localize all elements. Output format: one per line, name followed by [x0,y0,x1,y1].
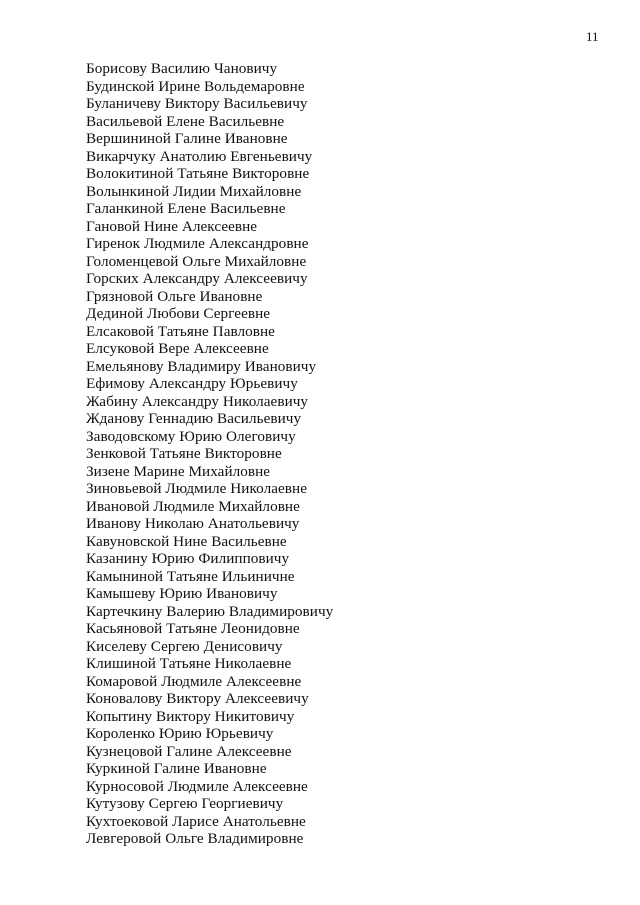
name-entry: Комаровой Людмиле Алексеевне [86,672,302,690]
name-entry: Галанкиной Елене Васильевне [86,200,286,217]
name-entry: Васильевой Елене Васильевне [86,112,285,130]
name-entry: Курносовой Людмиле Алексеевне [86,777,308,795]
name-entry: Викарчуку Анатолию Евгеньевичу [86,147,313,165]
name-entry: Коновалову Виктору Алексеевичу [86,690,309,707]
name-entry: Камыниной Татьяне Ильиничне [86,567,295,585]
name-entry: Картечкину Валерию Владимировичу [86,602,334,620]
name-entry: Вершининой Галине Ивановне [86,130,288,147]
name-entry: Дединой Любови Сергеевне [86,305,271,322]
name-entry: Кутузову Сергею Георгиевичу [86,795,284,812]
name-entry: Елсуковой Вере Алексеевне [86,340,269,357]
name-entry: Короленко Юрию Юрьевичу [86,725,274,742]
name-entry: Гановой Нине Алексеевне [86,217,258,235]
name-entry: Горских Александру Алексеевичу [86,270,308,287]
name-entry: Кузнецовой Галине Алексеевне [86,742,292,760]
name-entry: Жданову Геннадию Васильевичу [86,410,302,427]
name-entry: Камышеву Юрию Ивановичу [86,585,278,602]
name-entry: Кухтоековой Ларисе Анатольевне [86,812,306,830]
name-entry: Гиренок Людмиле Александровне [86,235,309,252]
name-entry: Зиновьевой Людмиле Николаевне [86,480,307,497]
name-entry: Ефимову Александру Юрьевичу [86,375,298,392]
name-entry: Волынкиной Лидии Михайловне [86,182,302,200]
page-number: 11 [586,29,599,44]
name-entry: Касьяновой Татьяне Леонидовне [86,620,300,637]
name-entry: Копытину Виктору Никитовичу [86,707,295,725]
name-entry: Ивановой Людмиле Михайловне [86,497,300,515]
name-entry: Будинской Ирине Вольдемаровне [86,77,305,95]
name-entry: Волокитиной Татьяне Викторовне [86,165,310,182]
name-entry: Емельянову Владимиру Ивановичу [86,357,317,375]
name-entry: Голоменцевой Ольге Михайловне [86,252,307,270]
name-entry: Жабину Александру Николаевичу [86,392,309,410]
name-entry: Заводовскому Юрию Олеговичу [86,427,296,445]
name-entry: Клишиной Татьяне Николаевне [86,655,292,672]
name-entry: Зенковой Татьяне Викторовне [86,445,282,462]
name-entry: Зизене Марине Михайловне [86,462,271,480]
name-entry: Борисову Василию Чановичу [86,60,278,77]
name-entry: Елсаковой Татьяне Павловне [86,322,275,340]
name-entry: Киселеву Сергею Денисовичу [86,637,283,655]
name-entry: Левгеровой Ольге Владимировне [86,830,304,847]
name-entry: Казанину Юрию Филипповичу [86,550,290,567]
name-list [86,60,333,848]
name-entry: Кавуновской Нине Васильевне [86,532,287,550]
name-entry: Грязновой Ольге Ивановне [86,287,263,305]
name-entry: Буланичеву Виктору Васильевичу [86,95,308,112]
name-entry: Куркиной Галине Ивановне [86,760,267,777]
name-entry: Иванову Николаю Анатольевичу [86,515,300,532]
